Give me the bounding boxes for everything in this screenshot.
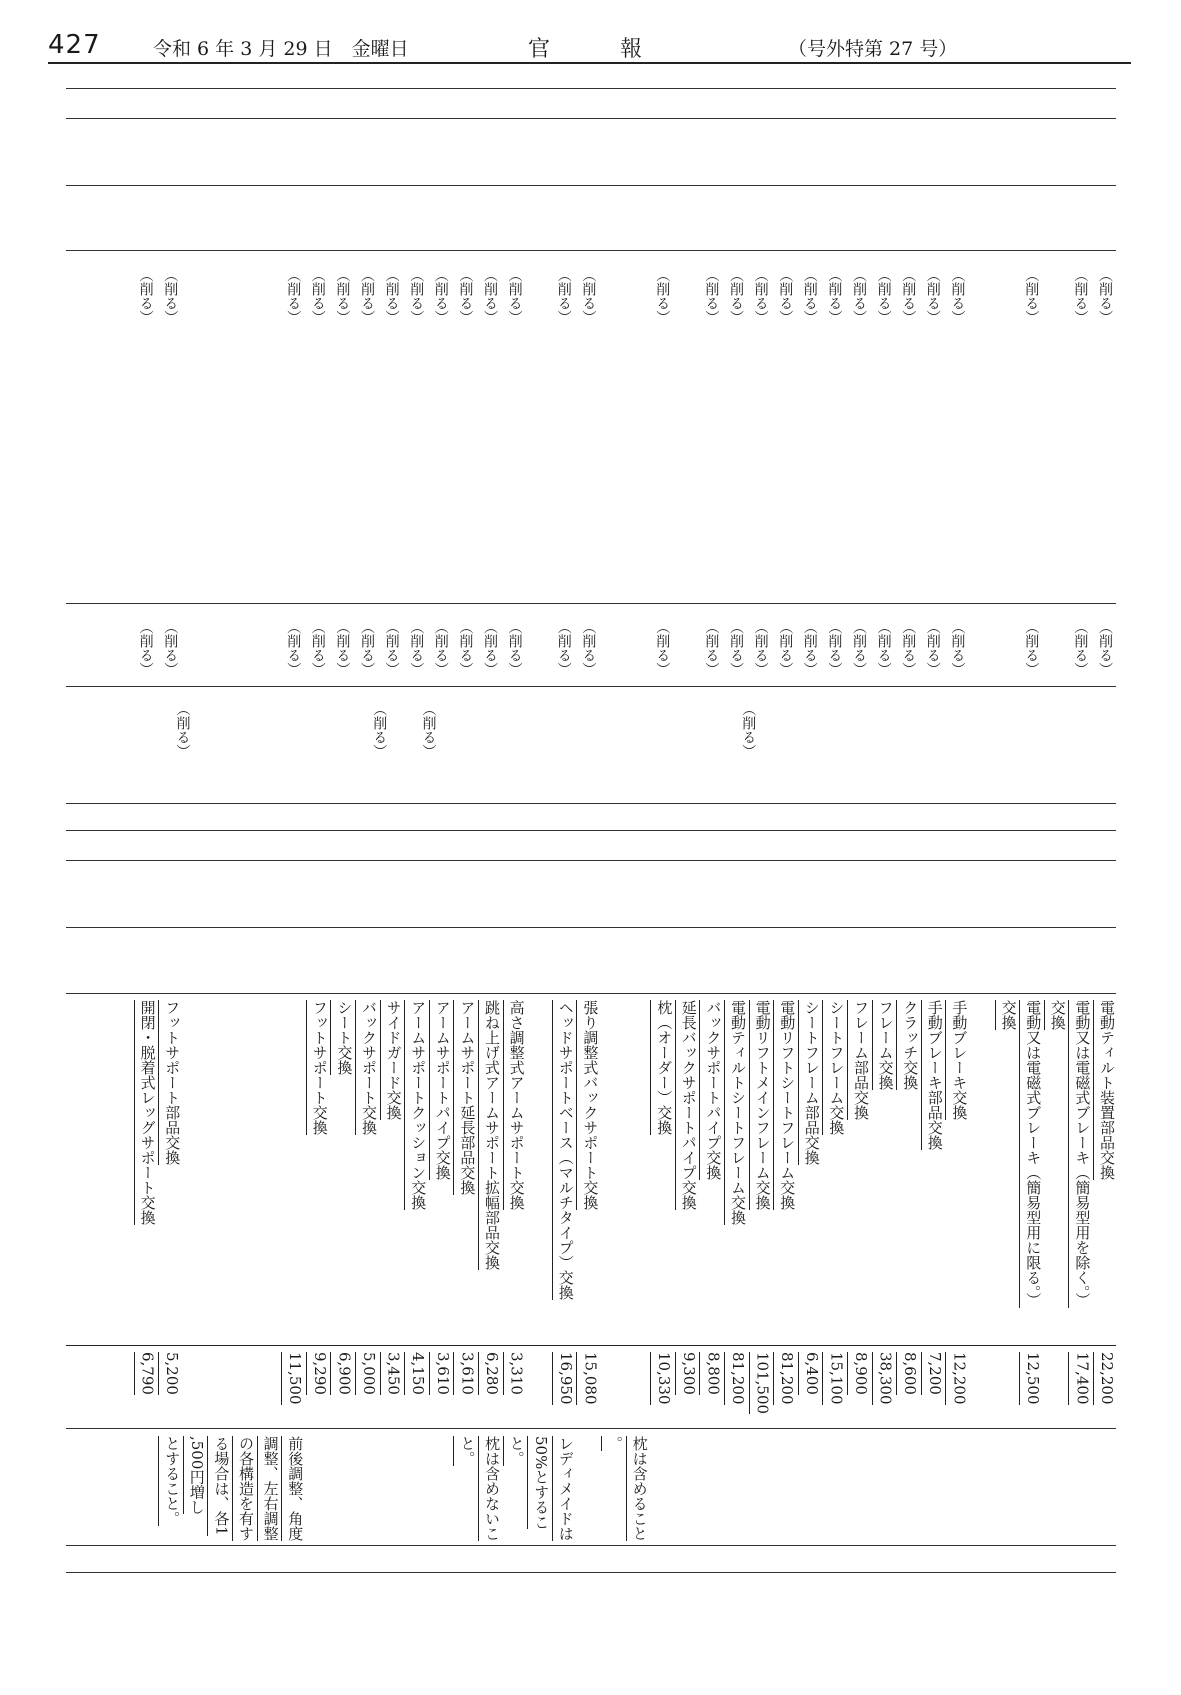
item-name: サイドガード交換	[380, 1000, 406, 1120]
item-name: バックサポートパイプ交換	[699, 1000, 725, 1180]
deleted-marker: （削る）	[482, 268, 498, 324]
item-name: 手動ブレーキ交換	[945, 1000, 971, 1120]
deleted-marker: （削る）	[826, 620, 843, 676]
deleted-marker: （削る）	[420, 702, 437, 758]
deleted-marker: （削る）	[334, 620, 351, 676]
deleted-marker: （削る）	[334, 268, 351, 324]
item-price: 8,900	[847, 1352, 873, 1395]
item-name: 電動リフトメインフレーム交換	[749, 1000, 775, 1210]
item-note: 前後調整、角度	[281, 1436, 307, 1541]
item-price: 3,610	[429, 1352, 455, 1395]
deleted-marker: （削る）	[801, 268, 818, 324]
deleted-marker: （削る）	[137, 620, 154, 676]
deleted-marker: （削る）	[777, 620, 794, 676]
item-price: 81,200	[724, 1352, 750, 1405]
deleted-marker: （削る）	[580, 620, 597, 676]
deleted-marker: （削る）	[740, 702, 757, 758]
rule	[66, 1428, 1116, 1429]
deleted-marker: （削る）	[777, 268, 794, 324]
rule	[66, 250, 1116, 251]
deleted-marker: （削る）	[174, 702, 191, 758]
deleted-marker: （削る）	[851, 620, 867, 676]
item-name: 高さ調整式アームサポート交換	[503, 1000, 529, 1210]
item-note: 枕は含めないこ	[478, 1436, 504, 1541]
item-price: 15,100	[822, 1352, 848, 1405]
deleted-marker: （削る）	[555, 620, 572, 676]
deleted-marker: （削る）	[432, 268, 449, 324]
deleted-marker: （削る）	[924, 268, 941, 324]
rule	[66, 118, 1116, 119]
rule	[66, 603, 1116, 604]
item-price: 38,300	[872, 1352, 898, 1405]
deleted-marker: （削る）	[555, 268, 572, 324]
page-header	[48, 28, 1131, 64]
rule	[66, 860, 1116, 861]
item-name: 電動又は電磁式ブレーキ（簡易型用を除く。）	[1068, 1000, 1094, 1308]
deleted-marker: （削る）	[851, 268, 867, 324]
item-name: アームサポート延長部品交換	[453, 1000, 479, 1195]
item-price: 3,610	[453, 1352, 479, 1395]
item-price: 17,400	[1068, 1352, 1094, 1405]
item-name: クラッチ交換	[896, 1000, 922, 1090]
gazette-title: 官報	[528, 37, 713, 62]
deleted-marker: （削る）	[752, 268, 769, 324]
deleted-marker: （削る）	[654, 268, 671, 324]
item-note: 。	[601, 1436, 627, 1451]
rule	[66, 686, 1116, 687]
item-name: 交換	[1044, 1000, 1070, 1030]
item-price: 10,330	[650, 1352, 676, 1405]
deleted-marker: （削る）	[371, 702, 388, 758]
item-price: 4,150	[404, 1352, 430, 1395]
deleted-marker: （削る）	[309, 268, 326, 324]
deleted-marker: （削る）	[359, 620, 375, 676]
item-name: 延長バックサポートパイプ交換	[675, 1000, 701, 1210]
deleted-marker: （削る）	[801, 620, 818, 676]
rule	[66, 830, 1116, 831]
item-note: と。	[503, 1436, 529, 1466]
item-price: 8,600	[896, 1352, 922, 1395]
item-name: シートフレーム交換	[822, 1000, 848, 1135]
deleted-marker: （削る）	[703, 620, 720, 676]
rule	[66, 88, 1116, 89]
deleted-marker: （削る）	[457, 268, 474, 324]
item-price: 3,450	[380, 1352, 406, 1395]
item-price: 5,200	[158, 1352, 184, 1395]
item-price: 5,000	[355, 1352, 381, 1395]
deleted-marker: （削る）	[506, 620, 523, 676]
item-note: の各構造を有す	[232, 1436, 258, 1541]
item-name: 開閉・脱着式レッグサポート交換	[134, 1000, 160, 1225]
item-note: る場合は、各1	[207, 1436, 233, 1536]
deleted-marker: （削る）	[826, 268, 843, 324]
item-price: 9,290	[306, 1352, 332, 1395]
rule	[66, 1545, 1116, 1546]
rule	[66, 803, 1116, 804]
item-name: 電動ティルト装置部品交換	[1093, 1000, 1119, 1180]
deleted-marker: （削る）	[457, 620, 474, 676]
item-note: 50%とするこ	[527, 1436, 553, 1529]
rule	[66, 927, 1116, 928]
deleted-marker: （削る）	[506, 268, 523, 324]
deleted-marker: （削る）	[285, 620, 302, 676]
issue-number: （号外特第 27 号）	[788, 38, 958, 60]
item-note: とすること。	[158, 1436, 184, 1526]
deleted-marker: （削る）	[1097, 620, 1113, 676]
deleted-marker: （削る）	[703, 268, 720, 324]
item-price: 9,300	[675, 1352, 701, 1395]
deleted-marker: （削る）	[359, 268, 375, 324]
item-price: 7,200	[921, 1352, 947, 1395]
deleted-marker: （削る）	[383, 620, 400, 676]
item-price: 8,800	[699, 1352, 725, 1395]
deleted-marker: （削る）	[1023, 620, 1040, 676]
item-price: 81,200	[773, 1352, 799, 1405]
rule	[66, 1345, 1116, 1346]
item-price: 6,790	[134, 1352, 160, 1395]
deleted-marker: （削る）	[1072, 620, 1089, 676]
deleted-marker: （削る）	[1097, 268, 1113, 324]
item-name: 手動ブレーキ部品交換	[921, 1000, 947, 1150]
item-name: 枕（オーダー）交換	[650, 1000, 676, 1135]
item-name: フレーム交換	[872, 1000, 898, 1090]
item-name: 電動リフトシートフレーム交換	[773, 1000, 799, 1210]
deleted-marker: （削る）	[162, 620, 179, 676]
item-name: アームサポートクッション交換	[404, 1000, 430, 1210]
item-price: 3,310	[503, 1352, 529, 1395]
deleted-marker: （削る）	[285, 268, 302, 324]
item-name: フットサポート部品交換	[158, 1000, 184, 1165]
item-name: 電動又は電磁式ブレーキ（簡易型用に限る。）	[1019, 1000, 1045, 1308]
deleted-marker: （削る）	[875, 268, 892, 324]
deleted-marker: （削る）	[580, 268, 597, 324]
deleted-marker: （削る）	[900, 268, 917, 324]
item-note: 調整、左右調整	[257, 1436, 283, 1541]
deleted-marker: （削る）	[949, 268, 966, 324]
deleted-marker: （削る）	[1023, 268, 1040, 324]
deleted-marker: （削る）	[162, 268, 179, 324]
publication-date: 令和 6 年 3 月 29 日 金曜日	[153, 38, 409, 60]
item-note: 枕は含めること	[626, 1436, 652, 1541]
item-price: 22,200	[1093, 1352, 1119, 1405]
item-name: バックサポート交換	[355, 1000, 381, 1135]
item-name: アームサポートパイプ交換	[429, 1000, 455, 1180]
item-name: シート交換	[330, 1000, 356, 1075]
deleted-marker: （削る）	[728, 620, 744, 676]
rule	[66, 185, 1116, 186]
item-name: フレーム部品交換	[847, 1000, 873, 1120]
page-number: 427	[48, 30, 101, 60]
item-price: 12,500	[1019, 1352, 1045, 1405]
deleted-marker: （削る）	[875, 620, 892, 676]
item-price: 101,500	[749, 1352, 775, 1414]
deleted-marker: （削る）	[383, 268, 400, 324]
item-name: 張り調整式バックサポート交換	[576, 1000, 602, 1210]
rule	[66, 993, 1116, 994]
item-note: レディメイドは	[552, 1436, 578, 1541]
item-price: 6,400	[798, 1352, 824, 1395]
deleted-marker: （削る）	[728, 268, 744, 324]
item-name: 電動ティルトシートフレーム交換	[724, 1000, 750, 1225]
deleted-marker: （削る）	[432, 620, 449, 676]
item-price: 16,950	[552, 1352, 578, 1405]
item-price: 15,080	[576, 1352, 602, 1405]
deleted-marker: （削る）	[900, 620, 917, 676]
item-price: 11,500	[281, 1352, 307, 1405]
item-price: 12,200	[945, 1352, 971, 1405]
rule	[66, 1572, 1116, 1573]
deleted-marker: （削る）	[752, 620, 769, 676]
deleted-marker: （削る）	[924, 620, 941, 676]
item-note: と。	[453, 1436, 479, 1466]
deleted-marker: （削る）	[654, 620, 671, 676]
item-name: ヘッドサポートベース（マルチタイプ）交換	[552, 1000, 578, 1300]
item-name: 交換	[995, 1000, 1021, 1030]
deleted-marker: （削る）	[482, 620, 498, 676]
item-name: フットサポート交換	[306, 1000, 332, 1135]
deleted-marker: （削る）	[137, 268, 154, 324]
item-name: 跳ね上げ式アームサポート拡幅部品交換	[478, 1000, 504, 1270]
item-price: 6,900	[330, 1352, 356, 1395]
deleted-marker: （削る）	[408, 268, 425, 324]
deleted-marker: （削る）	[408, 620, 425, 676]
item-note: ,500円増し	[183, 1436, 209, 1514]
item-name: シートフレーム部品交換	[798, 1000, 824, 1165]
deleted-marker: （削る）	[1072, 268, 1089, 324]
deleted-marker: （削る）	[949, 620, 966, 676]
item-price: 6,280	[478, 1352, 504, 1395]
deleted-marker: （削る）	[309, 620, 326, 676]
